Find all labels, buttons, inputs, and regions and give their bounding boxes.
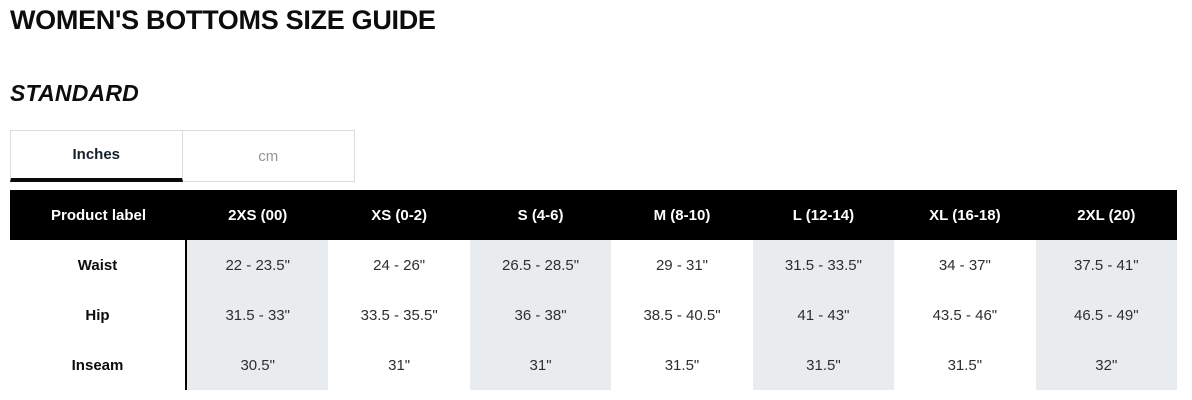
size-cell: 24 - 26" <box>373 256 426 274</box>
row-label: Inseam <box>10 340 187 390</box>
size-cell: 22 - 23.5" <box>187 240 328 290</box>
size-cell: 33.5 - 35.5" <box>360 306 438 324</box>
size-cell: 29 - 31" <box>655 256 708 274</box>
column-header: 2XS (00) <box>187 190 328 240</box>
size-cell: 38.5 - 40.5" <box>643 306 721 324</box>
section-subtitle: STANDARD <box>10 80 139 106</box>
size-cell: 43.5 - 46" <box>932 306 998 324</box>
column-header: XS (0-2) <box>328 190 469 240</box>
size-cell: 31.5" <box>664 356 700 374</box>
size-cell: 31.5 - 33" <box>187 290 328 340</box>
size-cell: 41 - 43" <box>753 290 894 340</box>
column-header: S (4-6) <box>470 190 611 240</box>
size-cell: 36 - 38" <box>470 290 611 340</box>
column-header: 2XL (20) <box>1036 190 1177 240</box>
size-cell: 31" <box>470 340 611 390</box>
row-label: Waist <box>10 240 187 290</box>
size-cell: 32" <box>1036 340 1177 390</box>
size-cell: 31.5" <box>947 356 983 374</box>
page-title: WOMEN'S BOTTOMS SIZE GUIDE <box>10 5 436 35</box>
unit-tabs <box>10 130 355 182</box>
column-header: Product label <box>10 190 187 240</box>
size-cell: 31.5" <box>753 340 894 390</box>
column-header: M (8-10) <box>611 190 752 240</box>
size-cell: 31" <box>388 356 411 374</box>
size-cell: 46.5 - 49" <box>1036 290 1177 340</box>
row-label: Hip <box>10 290 187 340</box>
column-header: XL (16-18) <box>894 190 1035 240</box>
size-cell: 34 - 37" <box>938 256 991 274</box>
size-cell: 31.5 - 33.5" <box>753 240 894 290</box>
column-header: L (12-14) <box>753 190 894 240</box>
tab-cm[interactable]: cm <box>183 130 356 182</box>
tab-inches[interactable]: Inches <box>10 130 183 182</box>
size-cell: 30.5" <box>187 340 328 390</box>
size-cell: 26.5 - 28.5" <box>470 240 611 290</box>
size-cell: 37.5 - 41" <box>1036 240 1177 290</box>
size-table <box>10 190 1177 390</box>
